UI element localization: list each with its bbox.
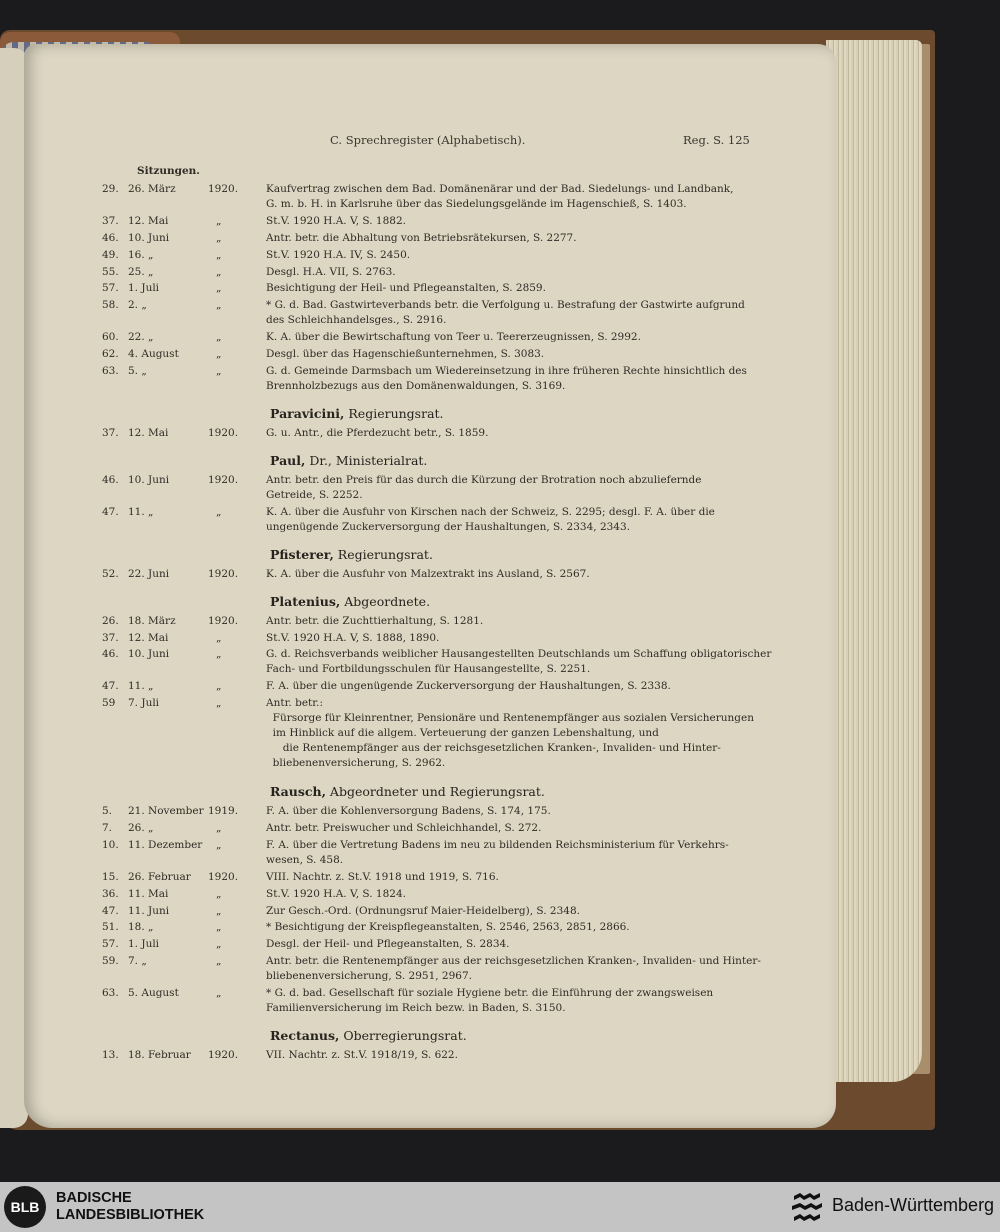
session-year: „ [216, 265, 222, 278]
entry-text [266, 281, 546, 296]
session-number: 37. [102, 426, 119, 439]
person-heading [270, 1028, 467, 1043]
session-date: 4. August [128, 348, 179, 360]
session-number: 59 [102, 697, 116, 710]
entry-text-line: VII. Nachtr. z. St.V. 1918/19, S. 622. [266, 1049, 458, 1062]
session-year: „ [216, 987, 222, 999]
entry-text-line: die Rentenempfänger aus der reichsgesetzlichen Kranken-, Invaliden- und Hinter- [266, 742, 721, 755]
person-title: Abgeordneter und Regierungsrat. [325, 784, 545, 800]
session-year: „ [216, 331, 222, 344]
institution-line-2: LANDESBIBLIOTHEK [56, 1207, 205, 1223]
session-number: 63. [102, 364, 119, 377]
session-year: „ [216, 631, 222, 644]
session-date: 22. „ [128, 331, 154, 344]
person-name: Rectanus, [270, 1028, 340, 1044]
entry-text [266, 631, 439, 646]
session-number: 10. [102, 838, 119, 851]
entry-text-line: * G. d. bad. Gesellschaft für soziale Hygiene betr. die Einführung der zwangsweisen [266, 987, 714, 999]
entry-text-line: Desgl. der Heil- und Pflegeanstalten, S. 2834. [266, 938, 510, 951]
session-number: 46. [102, 473, 119, 486]
entry-text-line: bliebenenversicherung, S. 2962. [266, 757, 446, 770]
session-year: „ [216, 364, 222, 377]
session-date: 18. „ [128, 921, 154, 934]
entry-text [266, 473, 702, 503]
session-number: 46. [102, 648, 119, 661]
entry-text-line: G. u. Antr., die Pferdezucht betr., S. 1859. [266, 426, 489, 439]
entry-text [266, 330, 641, 345]
institution-line-1: BADISCHE [56, 1190, 132, 1206]
session-date: 10. Juni [128, 231, 170, 244]
session-date: 10. Juni [128, 473, 170, 486]
session-year: „ [216, 231, 222, 244]
session-year: „ [216, 921, 222, 934]
entry-text [266, 265, 396, 280]
entry-text-line: Antr. betr. die Abhaltung von Betriebsrätekursen, S. 2277. [266, 231, 577, 244]
person-name: Paravicini, [270, 405, 345, 421]
person-title: Regierungsrat. [333, 546, 433, 562]
session-number: 57. [102, 938, 119, 951]
entry-text-line: K. A. über die Ausfuhr von Malzextrakt ins Ausland, S. 2567. [266, 567, 590, 580]
session-year: „ [216, 954, 222, 967]
session-year: 1920. [208, 183, 239, 195]
session-year: 1920. [208, 870, 239, 883]
entry-text [266, 870, 499, 885]
session-year: 1920. [208, 426, 239, 439]
session-year: 1920. [208, 473, 239, 486]
entry-text [266, 904, 580, 919]
entry-text [266, 567, 590, 582]
session-number: 57. [102, 282, 119, 295]
entry-text-line: bliebenenversicherung, S. 2951, 2967. [266, 969, 472, 982]
session-date: 16. „ [128, 248, 154, 261]
entry-text-line: St.V. 1920 H.A. V, S. 1824. [266, 887, 406, 900]
session-year: 1920. [208, 614, 239, 627]
session-date: 12. Mai [128, 215, 169, 228]
entry-text-line: Getreide, S. 2252. [266, 488, 363, 501]
entry-text-line: Antr. betr. die Zuchttierhaltung, S. 1281. [266, 614, 484, 627]
entry-text-line: des Schleichhandelsges., S. 2916. [266, 314, 447, 327]
session-date: 11. „ [128, 680, 154, 693]
entry-text-line: Fach- und Fortbildungsschulen für Hausangestellte, S. 2251. [266, 663, 591, 676]
entry-text-line: Brennholzbezugs aus den Domänenwaldungen, S. 3169. [266, 379, 566, 392]
session-number: 36. [102, 887, 119, 900]
session-date: 18. Februar [128, 1049, 191, 1062]
entry-text-line: im Hinblick auf die allgem. Verteuerung der ganzen Lebenshaltung, und [266, 727, 659, 740]
session-date: 11. „ [128, 505, 154, 518]
session-year: „ [216, 648, 222, 661]
entry-text-line: Zur Gesch.-Ord. (Ordnungsruf Maier-Heidelberg), S. 2348. [266, 904, 580, 917]
person-heading [270, 547, 433, 562]
page-edges [826, 40, 922, 1082]
session-date: 11. Dezember [128, 838, 203, 851]
session-year: „ [216, 680, 222, 693]
session-date: 25. „ [128, 265, 154, 278]
entry-text-line: F. A. über die Kohlenversorgung Badens, S. 174, 175. [266, 805, 551, 818]
entry-text [266, 821, 541, 836]
entry-text [266, 248, 410, 263]
running-head-page-number: Reg. S. 125 [683, 133, 750, 147]
session-number: 29. [102, 183, 119, 195]
session-number: 13. [102, 1049, 119, 1062]
person-heading [270, 784, 545, 799]
entry-text [266, 364, 747, 394]
entry-text-line: Fürsorge für Kleinrentner, Pensionäre und Rentenempfänger aus sozialen Versicherungen [266, 712, 754, 725]
entry-text [266, 1048, 458, 1063]
session-year: „ [216, 838, 222, 851]
entry-text [266, 426, 488, 441]
session-year: „ [216, 299, 222, 312]
entry-text-line: St.V. 1920 H.A. V, S. 1882. [266, 215, 406, 228]
entry-text [266, 887, 406, 902]
session-number: 47. [102, 904, 119, 917]
person-title: Dr., Ministerialrat. [305, 452, 428, 468]
session-date: 12. Mai [128, 631, 169, 644]
entry-text-line: F. A. über die ungenügende Zuckerversorgung der Haushaltungen, S. 2338. [266, 680, 671, 693]
session-date: 5. „ [128, 364, 147, 377]
entry-text-line: F. A. über die Vertretung Badens im neu zu bildenden Reichsministerium für Verkehrs- [266, 838, 729, 851]
session-date: 1. Juli [128, 282, 160, 295]
person-name: Pfisterer, [270, 546, 334, 562]
entry-text-line: * G. d. Bad. Gastwirteverbands betr. die Verfolgung u. Bestrafung der Gastwirte aufgrund [266, 299, 745, 312]
entry-text [266, 614, 483, 629]
entry-text-line: Antr. betr. Preiswucher und Schleichhandel, S. 272. [266, 822, 542, 834]
entry-text-line: K. A. über die Ausfuhr von Kirschen nach der Schweiz, S. 2295; desgl. F. A. über die [266, 505, 715, 518]
entry-text [266, 182, 733, 212]
entry-text-line: G. d. Reichsverbands weiblicher Hausangestellten Deutschlands um Schaffung obligatorischer [266, 648, 772, 661]
entry-text-line: Desgl. über das Hagenschießunternehmen, S. 3083. [266, 348, 545, 360]
session-year: „ [216, 822, 222, 834]
session-number: 15. [102, 870, 119, 883]
session-number: 60. [102, 331, 119, 344]
entry-text [266, 231, 577, 246]
blb-logo-icon: BLB [4, 1186, 46, 1228]
entry-text-line: ungenügende Zuckerversorgung der Haushaltungen, S. 2334, 2343. [266, 520, 630, 533]
session-year: „ [216, 938, 222, 951]
entry-text [266, 937, 510, 952]
entry-text-line: Antr. betr.: [266, 697, 324, 710]
person-heading [270, 594, 430, 609]
entry-text-line: VIII. Nachtr. z. St.V. 1918 und 1919, S. 716. [266, 870, 499, 883]
entry-text-line: Kaufvertrag zwischen dem Bad. Domänenärar und der Bad. Siedelungs- und Landbank, [266, 183, 734, 195]
person-heading [270, 453, 427, 468]
entry-text-line: * Besichtigung der Kreispflegeanstalten, S. 2546, 2563, 2851, 2866. [266, 921, 630, 934]
entry-text [266, 986, 713, 1016]
entry-text-line: Desgl. H.A. VII, S. 2763. [266, 265, 396, 278]
session-number: 5. [102, 805, 113, 818]
entry-text [266, 954, 761, 984]
session-date: 26. „ [128, 822, 154, 834]
session-date: 18. März [128, 614, 176, 627]
session-number: 47. [102, 680, 119, 693]
entry-text [266, 804, 551, 819]
session-number: 52. [102, 567, 119, 580]
session-year: „ [216, 505, 222, 518]
entry-text [266, 214, 406, 229]
session-year: „ [216, 887, 222, 900]
session-number: 37. [102, 215, 119, 228]
running-head-title: C. Sprechregister (Alphabetisch). [330, 133, 526, 147]
session-year: „ [216, 697, 222, 710]
person-name: Rausch, [270, 784, 326, 800]
entry-text-line: G. d. Gemeinde Darmsbach um Wiedereinsetzung in ihre früheren Rechte hinsichtlich des [266, 364, 747, 377]
entry-text [266, 505, 715, 535]
session-date: 10. Juni [128, 648, 170, 661]
entry-text-line: K. A. über die Bewirtschaftung von Teer u. Teererzeugnissen, S. 2992. [266, 331, 641, 344]
entry-text-line: G. m. b. H. in Karlsruhe über das Siedelungsgelände im Hagenschieß, S. 1403. [266, 198, 687, 210]
session-number: 63. [102, 987, 119, 999]
session-number: 26. [102, 614, 119, 627]
session-date: 21. November [128, 805, 204, 818]
entry-text-line: Antr. betr. den Preis für das durch die Kürzung der Brotration noch abzuliefernde [266, 473, 702, 486]
session-date: 11. Mai [128, 887, 169, 900]
entry-text-line: Familienversicherung im Reich bezw. in Baden, S. 3150. [266, 1002, 566, 1014]
session-date: 7. „ [128, 954, 147, 967]
session-year: „ [216, 248, 222, 261]
person-heading [270, 406, 444, 421]
session-number: 59. [102, 954, 119, 967]
session-year: „ [216, 348, 222, 360]
session-date: 2. „ [128, 299, 147, 312]
entry-text-line: Besichtigung der Heil- und Pflegeanstalten, S. 2859. [266, 282, 546, 295]
session-year: „ [216, 904, 222, 917]
entry-text [266, 696, 754, 771]
entry-text [266, 647, 771, 677]
person-title: Regierungsrat. [344, 405, 444, 421]
session-number: 58. [102, 299, 119, 312]
entry-text-line: Antr. betr. die Rentenempfänger aus der reichsgesetzlichen Kranken-, Invaliden- und Hinter- [266, 954, 761, 967]
session-number: 46. [102, 231, 119, 244]
session-year: 1919. [208, 805, 239, 818]
session-date: 22. Juni [128, 567, 170, 580]
session-number: 55. [102, 265, 119, 278]
session-number: 51. [102, 921, 119, 934]
session-number: 37. [102, 631, 119, 644]
session-number: 7. [102, 822, 113, 834]
session-year: „ [216, 282, 222, 295]
institution-name [56, 1190, 204, 1224]
state-name: Baden-Württemberg [832, 1195, 995, 1215]
session-date: 11. Juni [128, 904, 170, 917]
session-year: 1920. [208, 1049, 239, 1062]
session-number: 49. [102, 248, 119, 261]
session-date: 26. März [128, 183, 176, 195]
session-year: „ [216, 215, 222, 228]
entry-text [266, 679, 671, 694]
person-name: Platenius, [270, 593, 341, 609]
session-date: 1. Juli [128, 938, 160, 951]
person-title: Abgeordnete. [340, 593, 431, 609]
session-date: 7. Juli [128, 697, 160, 710]
column-header: Sitzungen. [137, 165, 200, 177]
entry-text [266, 838, 729, 868]
entry-text-line: wesen, S. 458. [266, 853, 344, 866]
coat-of-arms-icon [790, 1190, 824, 1226]
session-number: 47. [102, 505, 119, 518]
session-date: 5. August [128, 987, 179, 999]
footer-bar [0, 1182, 1000, 1232]
person-name: Paul, [270, 452, 306, 468]
entry-text [266, 920, 630, 935]
entry-text [266, 298, 745, 328]
session-date: 26. Februar [128, 870, 191, 883]
session-date: 12. Mai [128, 426, 169, 439]
entry-text-line: St.V. 1920 H.A. V, S. 1888, 1890. [266, 631, 440, 644]
session-number: 62. [102, 348, 119, 360]
person-title: Oberregierungsrat. [339, 1028, 467, 1044]
entry-text-line: St.V. 1920 H.A. IV, S. 2450. [266, 248, 411, 261]
entry-text [266, 347, 544, 362]
session-year: 1920. [208, 567, 239, 580]
